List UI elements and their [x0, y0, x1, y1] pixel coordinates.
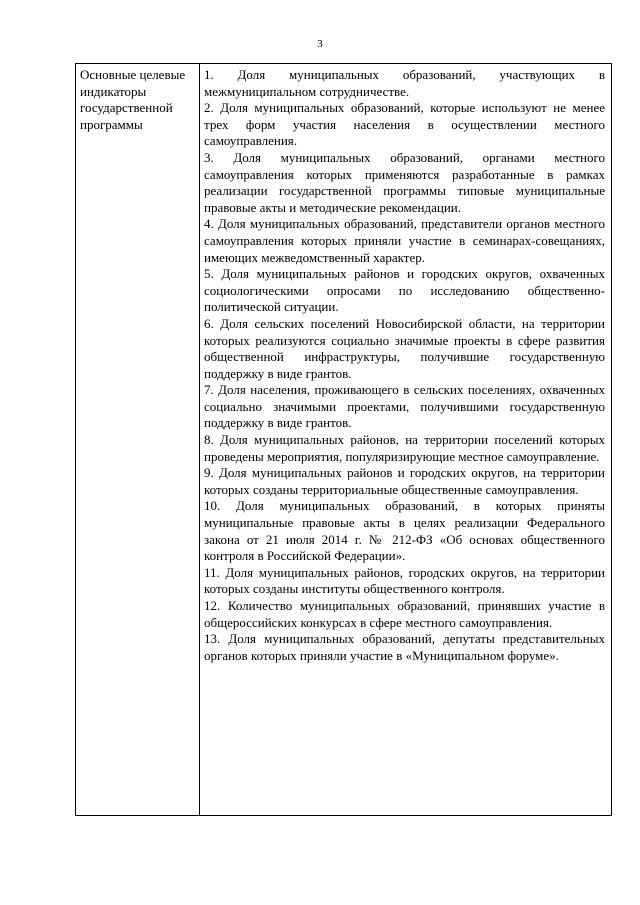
indicators-cell — [200, 64, 611, 815]
indicator-item: 13. Доля муниципальных образований, депутаты представительных органов которых приняли участие в «Муниципальном форуме». — [204, 631, 605, 663]
indicator-item: 2. Доля муниципальных образований, которые используют не менее трех форм участия населения в осуществлении местного самоуправления. — [204, 100, 605, 149]
row-label: Основные целевые индикаторы государственной программы — [80, 67, 186, 132]
row-label-cell — [76, 64, 200, 815]
indicator-item: 9. Доля муниципальных районов и городских округов, на территории которых созданы территориальные общественные самоуправления. — [204, 465, 605, 497]
indicator-item: 5. Доля муниципальных районов и городских округов, охваченных социологическими опросами по исследованию общественно-политической ситуации. — [204, 266, 605, 315]
indicator-item: 7. Доля населения, проживающего в сельских поселениях, охваченных социально значимыми проектами, получившими государственную поддержку в виде грантов. — [204, 382, 605, 431]
page-number: 3 — [317, 38, 323, 50]
indicator-item: 6. Доля сельских поселений Новосибирской области, на территории которых реализуются социально значимые проекты в сфере развития общественной инфраструктуры, получившие государственную поддержку в виде грантов. — [204, 315, 605, 381]
indicator-item: 12. Количество муниципальных образований, принявших участие в общероссийских конкурсах в сфере местного самоуправления. — [204, 598, 605, 630]
indicator-item: 3. Доля муниципальных образований, органами местного самоуправления которых применяются разработанные в рамках реализации государственной программы типовые муниципальные правовые акты и методические рекомендации. — [204, 149, 605, 215]
indicator-item: 11. Доля муниципальных районов, городских округов, на территории которых созданы институты общественного контроля. — [204, 564, 605, 597]
indicator-item: 1. Доля муниципальных образований, участвующих в межмуниципальном сотрудничестве. — [204, 67, 605, 99]
indicators-table — [75, 63, 612, 816]
indicator-item: 4. Доля муниципальных образований, представители органов местного самоуправления которых приняли участие в семинарах-совещаниях, имеющих межведомственный характер. — [204, 216, 605, 265]
indicator-item: 8. Доля муниципальных районов, на территории поселений которых проведены мероприятия, популяризирующие местное самоуправление. — [204, 432, 605, 464]
indicator-item: 10. Доля муниципальных образований, в которых приняты муниципальные правовые акты в целях реализации Федерального закона от 21 июля 2014 г. № 212-ФЗ «Об основах общественного контроля в Российской Федерации». — [204, 498, 605, 564]
